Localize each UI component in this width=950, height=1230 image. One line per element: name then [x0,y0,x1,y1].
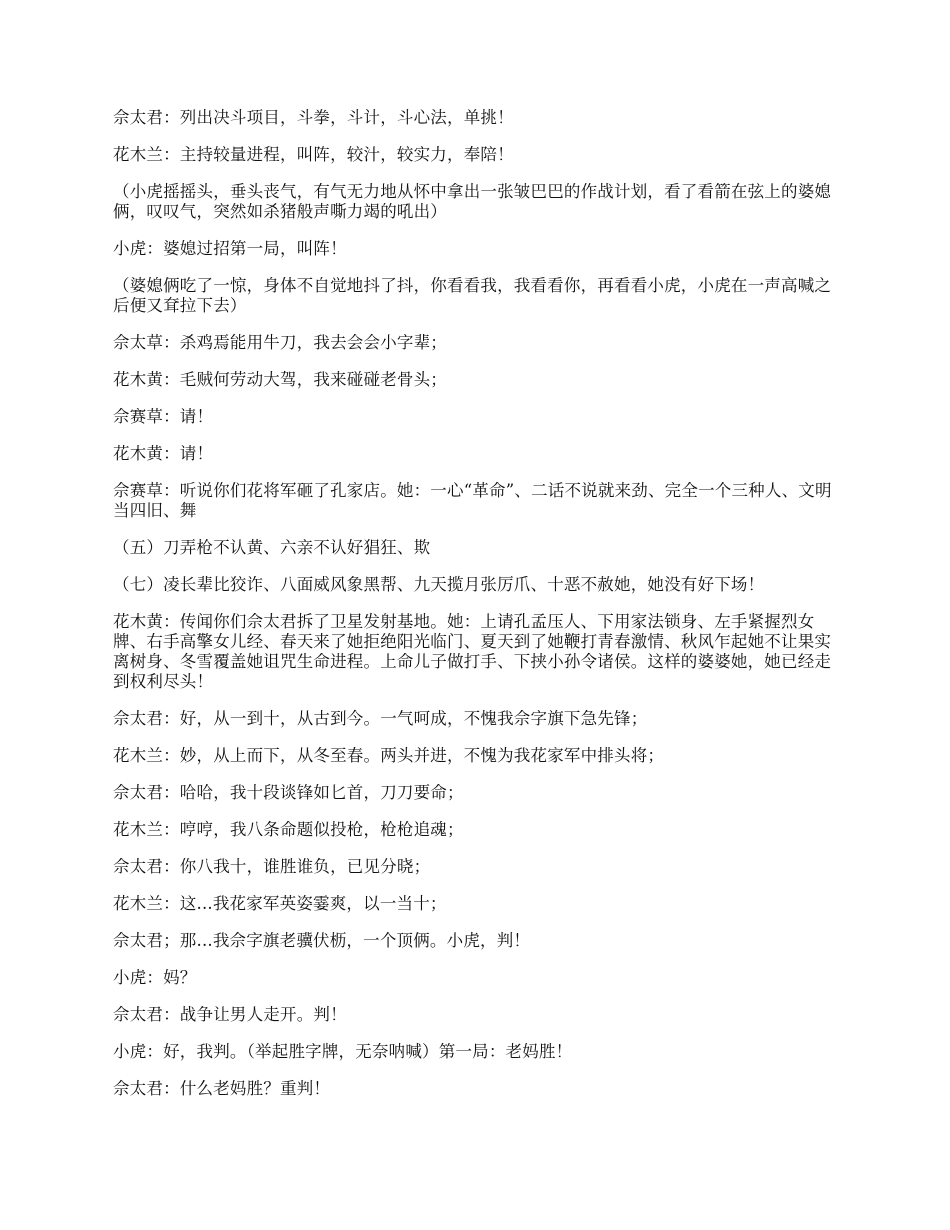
paragraph: 佘太君：哈哈，我十段谈锋如匕首，刀刀要命； [113,783,464,802]
paragraph: 花木黄：毛贼何劳动大驾，我来碰碰老骨头； [113,370,447,389]
paragraph: 佘太君；那...我佘字旗老骥伏枥，一个顶俩。小虎，判！ [113,931,531,950]
paragraph: 佘赛草：请！ [113,407,214,426]
paragraph: 小虎：妈？ [113,968,197,987]
paragraph: 佘太君：战争让男人走开。判！ [113,1005,347,1024]
paragraph: 花木兰：主持较量进程，叫阵，较汁，较实力，奉陪！ [113,145,514,164]
paragraph: 花木黄：传闻你们佘太君拆了卫星发射基地。她：上请孔孟压人、下用家法锁身、左手紧握烈女牌、右手高擎女儿经、春天来了她拒绝阳光临门、夏天到了她鞭打青春激情、秋风乍起她不让果实离树身、冬雪覆盖她诅咒生命进程。上命儿子做打手、下挟小孙令诸侯。这样的婆婆她，她已经走到权利尽头！ [113,612,832,691]
paragraph: 小虎：好，我判。（举起胜字牌，无奈呐喊）第一局：老妈胜！ [113,1042,573,1061]
paragraph: 花木兰：这...我花家军英姿霎爽，以一当十； [113,894,447,913]
document-body [113,108,841,1116]
paragraph: 佘太君：什么老妈胜？重判！ [113,1079,331,1098]
paragraph: （婆媳俩吃了一惊，身体不自觉地抖了抖，你看看我，我看看你，再看看小虎，小虎在一声高喊之后便又耷拉下去） [113,276,832,315]
paragraph: 佘太草：杀鸡焉能用牛刀，我去会会小字辈； [113,333,447,352]
paragraph: （七）凌长辈比狡诈、八面威风象黑帮、九天揽月张厉爪、十恶不赦她，她没有好下场！ [113,575,765,594]
paragraph: （五）刀弄枪不认黄、六亲不认好猖狂、欺 [113,538,431,557]
paragraph: 花木兰：妙，从上而下，从冬至春。两头并进，不愧为我花家军中排头将； [113,746,665,765]
paragraph: 佘太君：你八我十，谁胜谁负，已见分晓； [113,857,431,876]
paragraph: 花木黄：请！ [113,444,214,463]
paragraph: 佘太君：列出决斗项目，斗拳，斗计，斗心法，单挑！ [113,108,514,127]
paragraph: 花木兰：哼哼，我八条命题似投枪，枪枪追魂； [113,820,464,839]
paragraph: 佘太君：好，从一到十，从古到今。一气呵成，不愧我佘字旗下急先锋； [113,709,648,728]
paragraph: 佘赛草：听说你们花将军砸了孔家店。她：一心“革命”、二话不说就来劲、完全一个三种人、文明当四旧、舞 [113,481,832,520]
paragraph: 小虎：婆媳过招第一局，叫阵！ [113,239,347,258]
paragraph: （小虎摇摇头，垂头丧气，有气无力地从怀中拿出一张皱巴巴的作战计划，看了看箭在弦上的婆媳俩，叹叹气，突然如杀猪般声嘶力竭的吼出） [113,182,832,221]
